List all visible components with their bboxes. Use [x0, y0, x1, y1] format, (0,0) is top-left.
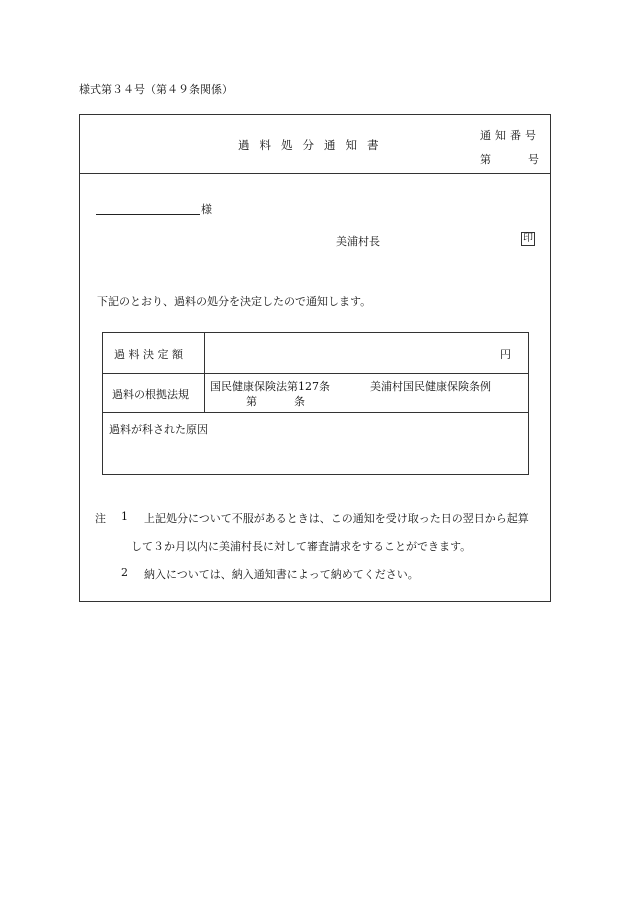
- note-2-number: 2: [121, 566, 128, 579]
- intro-text: 下記のとおり、過料の処分を決定したので通知します。: [97, 295, 372, 308]
- table-row-divider: [103, 412, 528, 413]
- notice-frame: [79, 114, 551, 602]
- yen-unit: 円: [500, 348, 511, 361]
- legal-basis-label: 過料の根拠法規: [112, 388, 189, 401]
- notes-label: 注: [95, 512, 106, 525]
- detail-table: [102, 332, 529, 475]
- seal-mark: 印: [523, 233, 533, 244]
- table-row-divider: [103, 373, 528, 374]
- article-suffix: 条: [294, 395, 305, 408]
- notice-number-label: 通知番号: [480, 129, 540, 142]
- reason-label: 過料が科された原因: [109, 423, 208, 436]
- note-2-text: 納入については、納入通知書によって納めてください。: [144, 568, 419, 581]
- document-title: 過料処分通知書: [238, 138, 389, 152]
- header-divider: [80, 173, 550, 174]
- note-1-line-2: して３か月以内に美浦村長に対して審査請求をすることができます。: [131, 540, 472, 553]
- law-reference-national: 国民健康保険法第127条: [210, 380, 330, 393]
- notice-number-suffix: 号: [528, 153, 539, 166]
- article-prefix: 第: [246, 395, 257, 408]
- note-1-number: 1: [121, 510, 128, 523]
- law-reference-village: 美浦村国民健康保険条例: [370, 380, 491, 393]
- fine-amount-label: 過料決定額: [114, 348, 187, 361]
- form-number: 様式第３４号（第４９条関係）: [79, 83, 233, 96]
- issuer-name: 美浦村長: [336, 235, 380, 248]
- addressee-name-line: [96, 214, 200, 215]
- addressee-honorific: 様: [201, 203, 212, 216]
- notice-number-prefix: 第: [480, 153, 491, 166]
- note-1-line-1: 上記処分について不服があるときは、この通知を受け取った日の翌日から起算: [144, 512, 529, 525]
